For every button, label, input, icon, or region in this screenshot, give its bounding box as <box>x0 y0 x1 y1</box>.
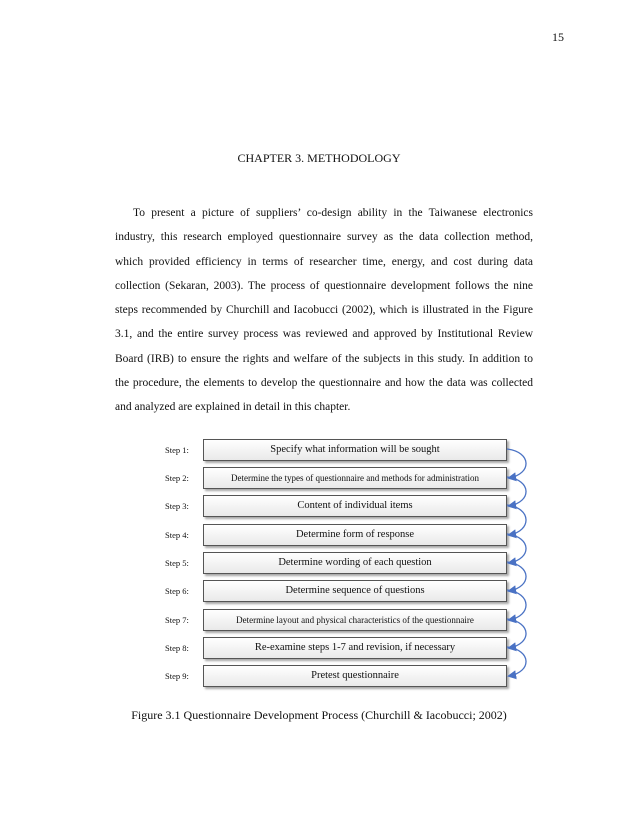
paragraph-line: To present a picture of suppliers’ co-design ability in the Taiwanese electronics <box>133 207 533 219</box>
step-label: Step 1: <box>165 445 189 455</box>
page-number: 15 <box>552 30 564 44</box>
step-label: Step 7: <box>165 615 189 625</box>
step-label: Step 9: <box>165 671 189 681</box>
step-box: Determine wording of each question <box>203 552 507 574</box>
arrow-7-8 <box>507 619 526 648</box>
step-box: Pretest questionnaire <box>203 665 507 687</box>
arrow-8-9 <box>507 647 526 676</box>
paragraph-line: 3.1, and the entire survey process was reviewed and approved by Institutional Review <box>115 328 533 341</box>
arrow-6-7 <box>507 590 526 620</box>
step-box: Specify what information will be sought <box>203 439 507 461</box>
paragraph-line: collection (Sekaran, 2003). The process of questionnaire development follows the nine <box>115 279 533 292</box>
step-label: Step 2: <box>165 473 189 483</box>
chapter-title: CHAPTER 3. METHODOLOGY <box>237 151 401 165</box>
step-box: Content of individual items <box>203 495 507 517</box>
step-label: Step 6: <box>165 586 189 596</box>
paragraph-line: steps recommended by Churchill and Iacobucci (2002), which is illustrated in the Figure <box>115 304 533 317</box>
arrow-4-5 <box>507 534 526 563</box>
paragraph-line: the procedure, the elements to develop the questionnaire and how the data was collected <box>115 377 533 390</box>
paragraph-line: industry, this research employed questionnaire survey as the data collection method, <box>115 231 533 244</box>
step-box: Determine form of response <box>203 524 507 546</box>
step-box: Determine the types of questionnaire and methods for administration <box>203 467 507 489</box>
step-box: Determine sequence of questions <box>203 580 507 602</box>
step-label: Step 4: <box>165 530 189 540</box>
figure-caption: Figure 3.1 Questionnaire Development Process (Churchill & Iacobucci; 2002) <box>131 708 507 722</box>
arrow-1-2 <box>507 449 526 478</box>
step-box: Determine layout and physical characteristics of the questionnaire <box>203 609 507 631</box>
step-label: Step 3: <box>165 501 189 511</box>
paragraph-line: which provided efficiency in terms of researcher time, energy, and cost during data <box>115 255 533 268</box>
arrow-3-4 <box>507 505 526 535</box>
step-label: Step 8: <box>165 643 189 653</box>
step-box: Re-examine steps 1-7 and revision, if necessary <box>203 637 507 659</box>
arrow-5-6 <box>507 562 526 591</box>
step-label: Step 5: <box>165 558 189 568</box>
arrow-2-3 <box>507 477 526 506</box>
paragraph-line: Board (IRB) to ensure the rights and welfare of the subjects in this study. In addition to <box>115 352 533 365</box>
paragraph-line: and analyzed are explained in detail in this chapter. <box>115 401 351 414</box>
